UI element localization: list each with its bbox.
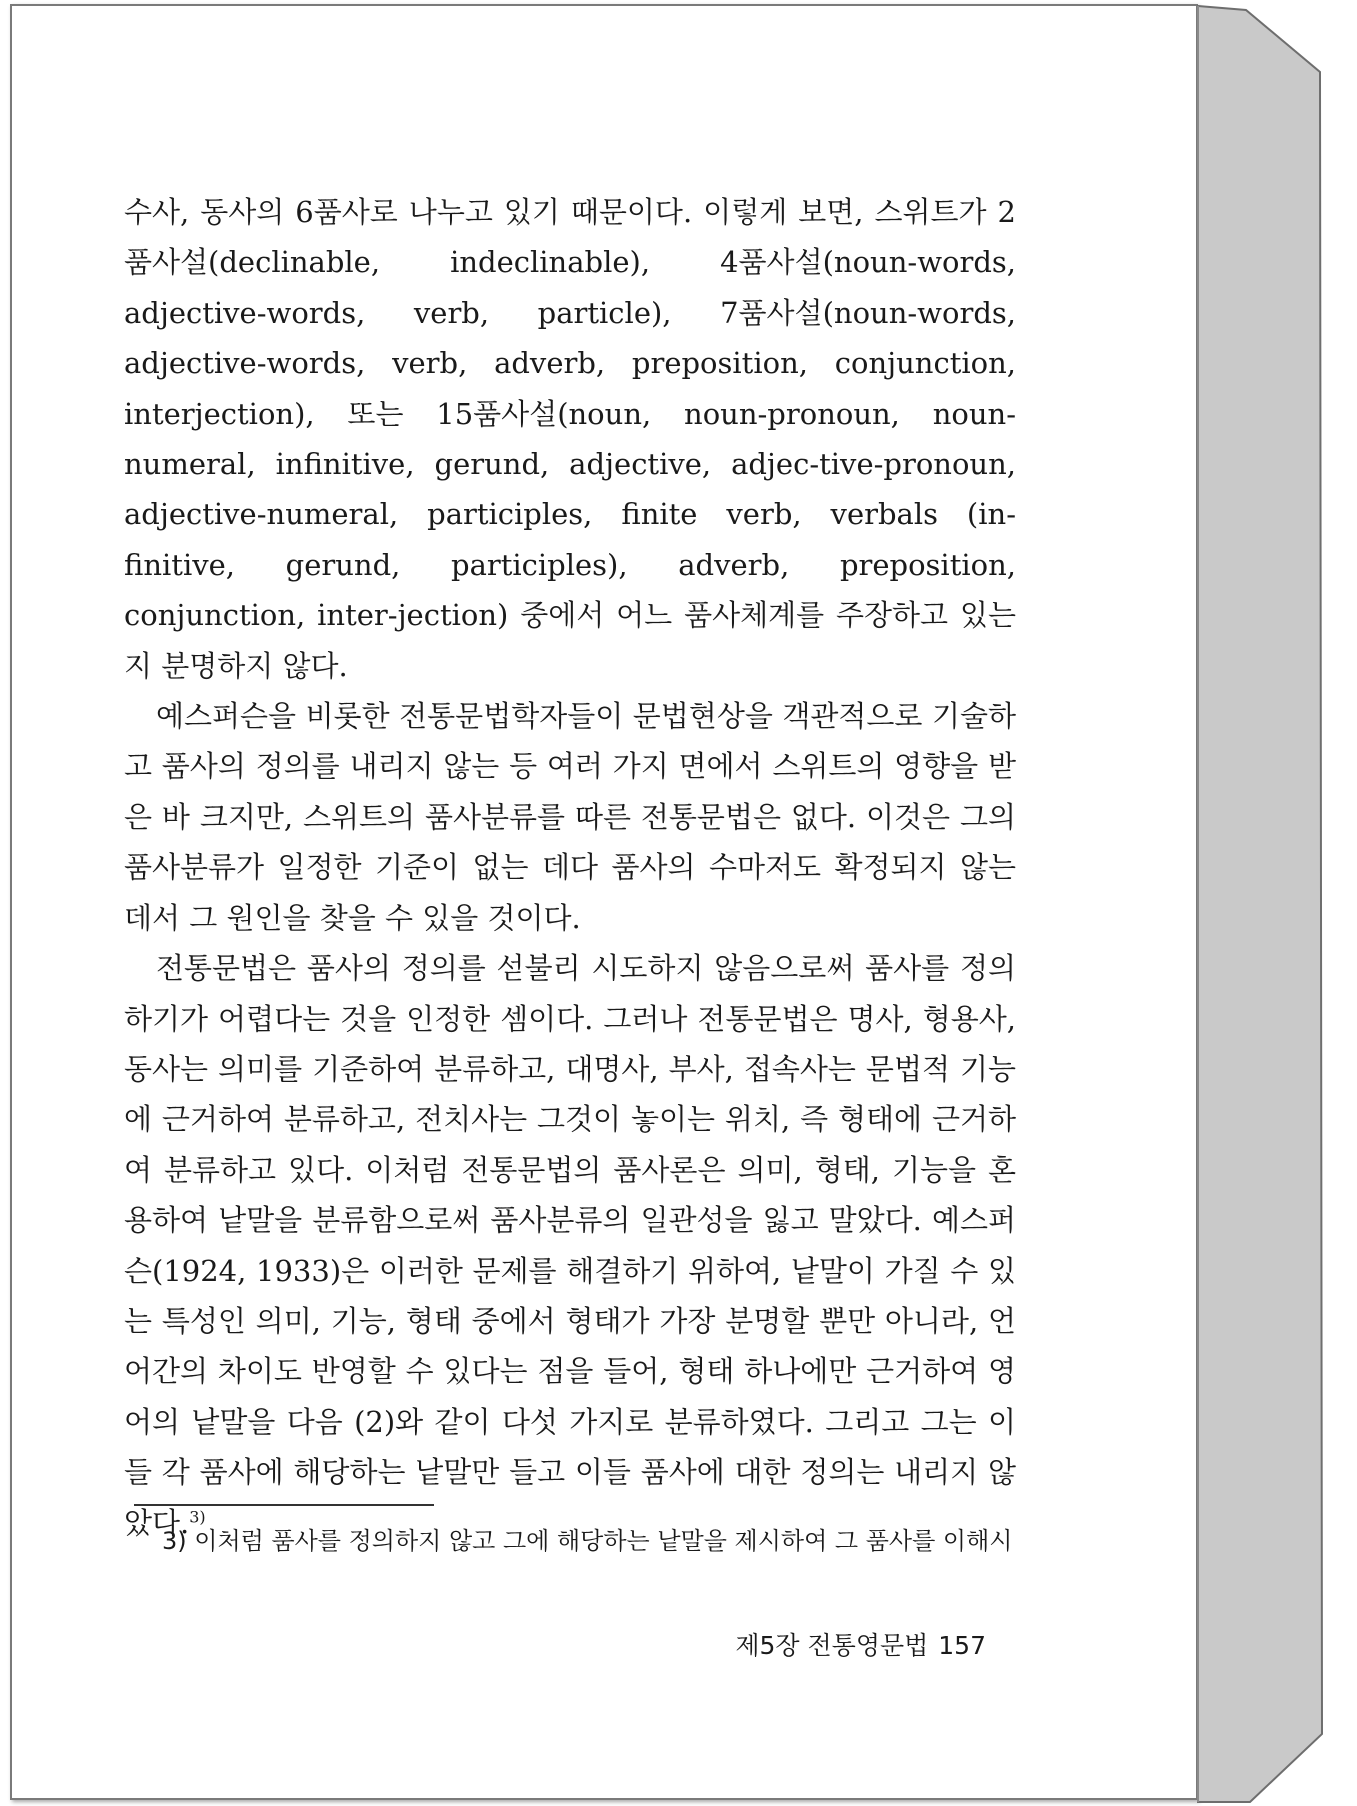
body-paragraph-1: 수사, 동사의 6품사로 나누고 있기 때문이다. 이렇게 보면, 스위트가 2품사설(declinable, indeclinable), 4품사설(noun-words, adjective-words, verb, particle), 7품사설(noun-words, adjective-words, verb, adverb, preposition, conjunction, interjection), 또는 15품사설(noun, noun-pronoun, noun-numeral, infinitive, gerund, adjective, adjec-tive-pronoun, adjective-numeral, participles, finite verb, verbals (in-finitive, gerund, participles), adverb, preposition, conjunction, inter-jection) 중에서 어느 품사체계를 주장하고 있는지 분명하지 않다.: [124, 195, 1016, 683]
main-text: [124, 187, 1016, 1548]
footer-chapter-title: 제5장 전통영문법: [735, 1631, 929, 1660]
footnote-text: 3) 이처럼 품사를 정의하지 않고 그에 해당하는 낱말을 제시하여 그 품사를 이해시: [162, 1527, 1013, 1555]
footnote-reference: 3): [189, 1506, 206, 1526]
body-paragraph-3: [124, 943, 1016, 1548]
body-paragraph-2: 예스퍼슨을 비롯한 전통문법학자들이 문법현상을 객관적으로 기술하고 품사의 정의를 내리지 않는 등 여러 가지 면에서 스위트의 영향을 받은 바 크지만, 스위트의 품사분류를 따른 전통문법은 없다. 이것은 그의 품사분류가 일정한 기준이 없는 데다 품사의 수마저도 확정되지 않는 데서 그 원인을 찾을 수 있을 것이다.: [124, 699, 1016, 935]
running-footer: [720, 1628, 986, 1664]
page-number: 157: [938, 1631, 986, 1660]
body-paragraph-3-text: 전통문법은 품사의 정의를 섣불리 시도하지 않음으로써 품사를 정의하기가 어렵다는 것을 인정한 셈이다. 그러나 전통문법은 명사, 형용사, 동사는 의미를 기준하여 분류하고, 대명사, 부사, 접속사는 문법적 기능에 근거하여 분류하고, 전치사는 그것이 놓이는 위치, 즉 형태에 근거하여 분류하고 있다. 이처럼 전통문법의 품사론은 의미, 형태, 기능을 혼용하여 낱말을 분류함으로써 품사분류의 일관성을 잃고 말았다. 예스퍼슨(1924, 1933)은 이러한 문제를 해결하기 위하여, 낱말이 가질 수 있는 특성인 의미, 기능, 형태 중에서 형태가 가장 분명할 뿐만 아니라, 언어간의 차이도 반영할 수 있다는 점을 들어, 형태 하나에만 근거하여 영어의 낱말을 다음 (2)와 같이 다섯 가지로 분류하였다. 그리고 그는 이들 각 품사에 해당하는 낱말만 들고 이들 품사에 대한 정의는 내리지 않았다.: [124, 951, 1016, 1540]
page-edge-block: [1198, 6, 1322, 1802]
footnote-divider: [134, 1504, 434, 1506]
